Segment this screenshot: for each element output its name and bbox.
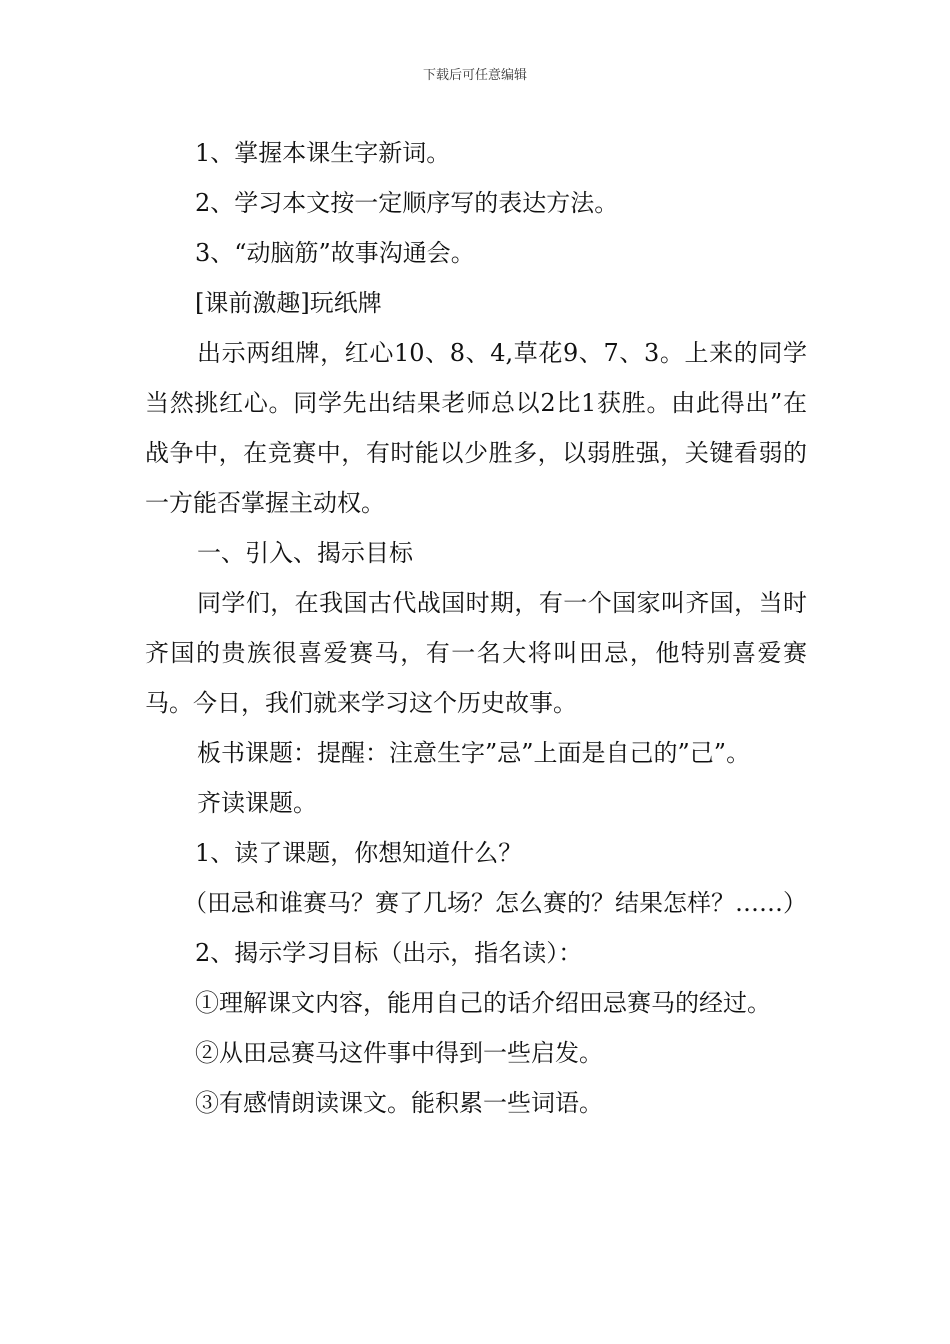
section-warmup-heading: [课前激趣]玩纸牌: [195, 289, 382, 317]
read-title-paragraph: 齐读课题。: [197, 789, 317, 817]
question-1: 1、读了课题，你想知道什么？: [195, 839, 523, 867]
goal-2: ②从田忌赛马这件事中得到一些启发。: [195, 1039, 603, 1067]
objective-3: 3、“动脑筋”故事沟通会。: [195, 239, 475, 267]
goals-heading: 2、揭示学习目标（出示，指名读）：: [195, 939, 583, 967]
board-title-paragraph: 板书课题：提醒：注意生字”忌”上面是自己的”己”。: [197, 739, 751, 767]
section-one-heading: 一、引入、揭示目标: [197, 539, 413, 567]
goal-1: ①理解课文内容，能用自己的话介绍田忌赛马的经过。: [195, 989, 771, 1017]
goal-3: ③有感情朗读课文。能积累一些词语。: [195, 1089, 603, 1117]
page-header: 下载后可任意编辑: [422, 68, 527, 83]
objective-1: 1、掌握本课生字新词。: [195, 139, 451, 167]
question-examples: （田忌和谁赛马？赛了几场？怎么赛的？结果怎样？……）: [183, 889, 807, 917]
objective-2: 2、学习本文按一定顺序写的表达方法。: [195, 189, 619, 217]
document-body: [145, 128, 807, 1128]
intro-paragraph: 同学们，在我国古代战国时期，有一个国家叫齐国，当时齐国的贵族很喜爱赛马，有一名大将叫田忌，他特别喜爱赛马。今日，我们就来学习这个历史故事。: [145, 589, 807, 717]
warmup-paragraph: 出示两组牌，红心10、8、4,草花9、7、3。上来的同学当然挑红心。同学先出结果老师总以2比1获胜。由此得出”在战争中，在竞赛中，有时能以少胜多，以弱胜强，关键看弱的一方能否掌握主动权。: [145, 339, 807, 517]
